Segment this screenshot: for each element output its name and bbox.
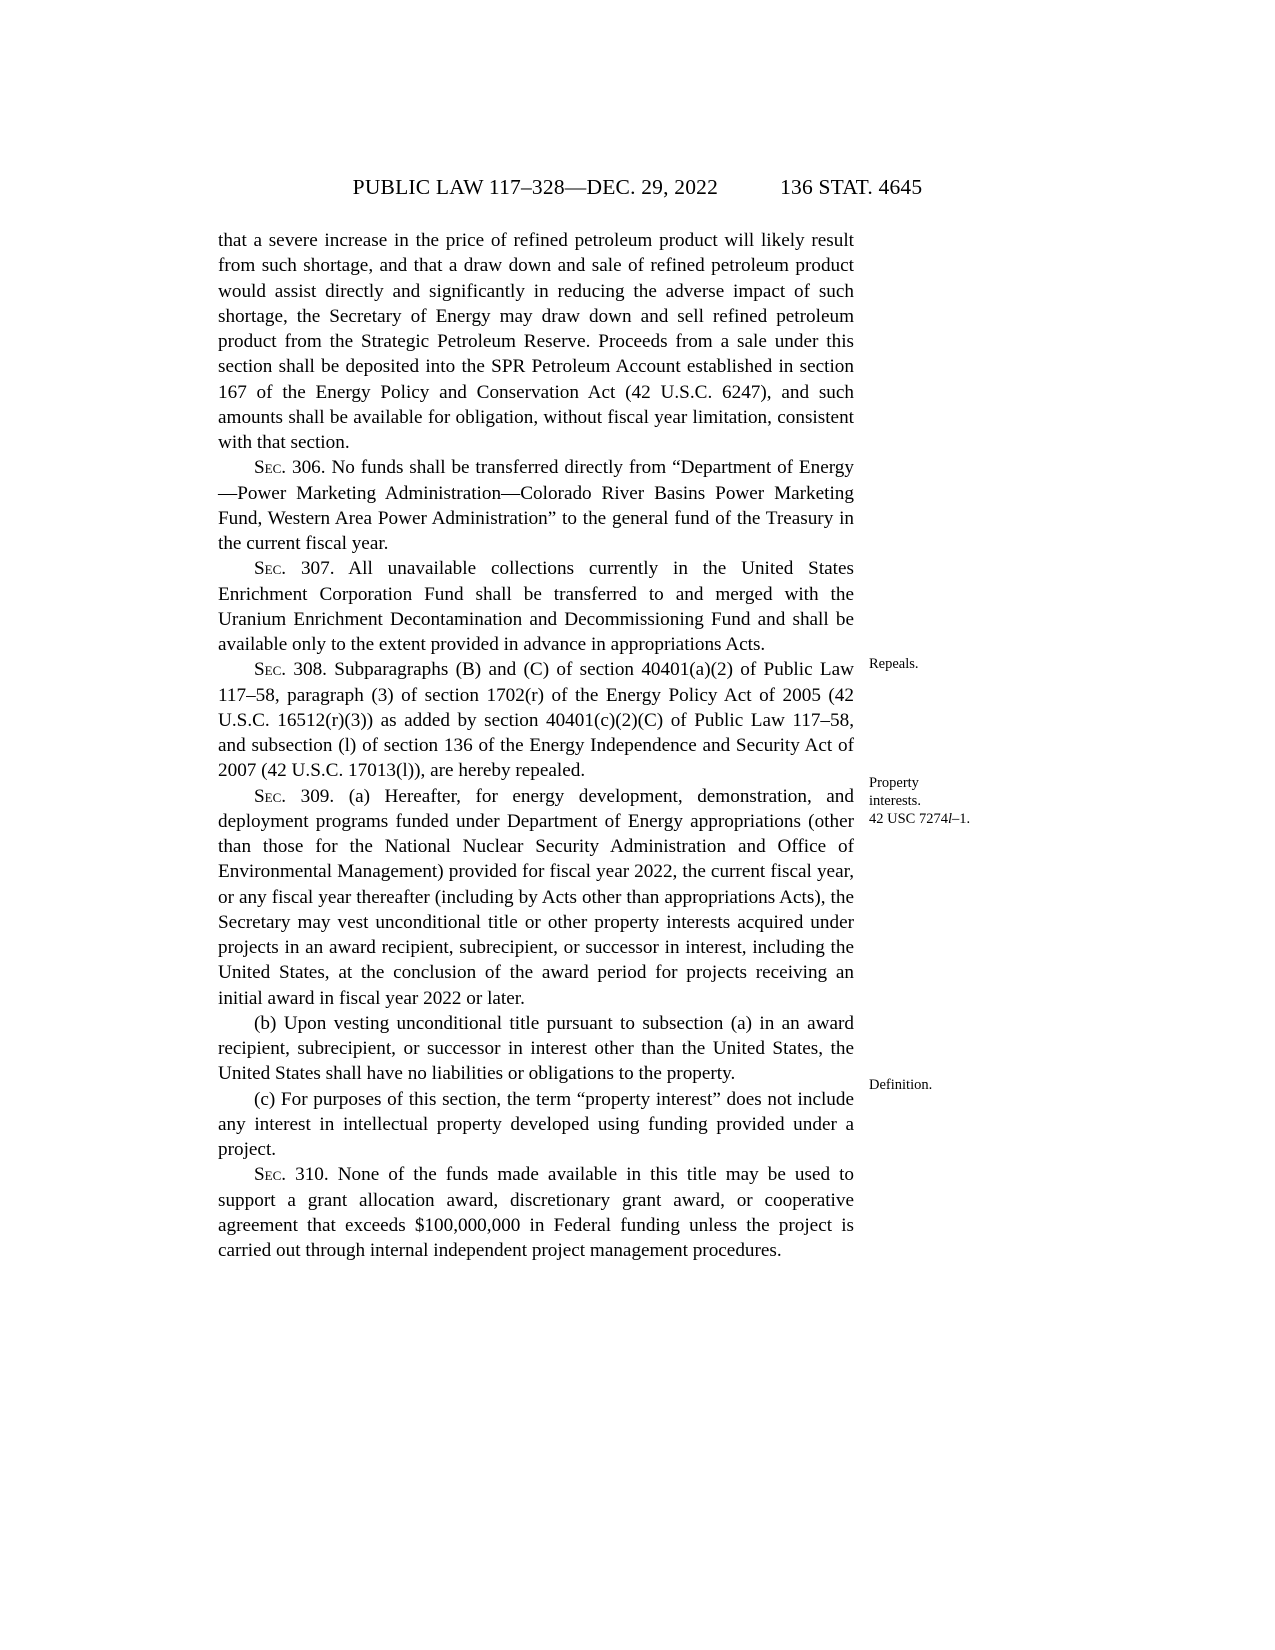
sidenote-usc-prefix: 42 USC 7274 (869, 810, 948, 827)
sidenote-line: Repeals. (869, 656, 919, 672)
body-text-column (218, 228, 854, 1263)
section-label: Sec. (254, 558, 287, 580)
sidenote-property-interests (869, 775, 1119, 829)
section-label: Sec. (254, 785, 287, 807)
paragraph-text: that a severe increase in the price of refined petroleum product will likely result from such shortage, and that a draw down and sale of refined petroleum product would assist directly and significantly in reducing the adverse impact of such shortage, the Secretary of Energy may draw down and sell refined petroleum product from the Strategic Petroleum Reserve. Proceeds from a sale under this section shall be deposited into the SPR Petroleum Account established in section 167 of the Energy Policy and Conservation Act (42 U.S.C. 6247), and such amounts shall be available for obligation, without fiscal year limitation, consistent with that section. (218, 230, 854, 453)
paragraph-text: 310. None of the funds made available in this title may be used to support a grant allocation award, discretionary grant award, or cooperative agreement that exceeds $100,000,000 in Federal funding unless the project is carried out through internal independent project management procedures. (218, 1164, 854, 1261)
paragraph-sec-306 (218, 455, 854, 556)
section-label: Sec. (254, 1164, 287, 1186)
page-header (0, 175, 1275, 200)
paragraph-sec-307 (218, 556, 854, 657)
paragraph-text: 306. No funds shall be transferred directly from “Department of Energy—Power Marketing Administration—Colorado River Basins Power Marketing Fund, Western Area Power Administration” to the general fund of the Treasury in the current fiscal year. (218, 457, 854, 554)
sidenote-repeals (869, 656, 1119, 674)
paragraph-text: 308. Subparagraphs (B) and (C) of section 40401(a)(2) of Public Law 117–58, paragraph (3) of section 1702(r) of the Energy Policy Act of 2005 (42 U.S.C. 16512(r)(3)) as added by section 40401(c)(2)(C) of Public Law 117–58, and subsection (l) of section 136 of the Energy Independence and Security Act of 2007 (42 U.S.C. 17013(l)), are hereby repealed. (218, 659, 854, 782)
sidenote-usc-italic: l (947, 810, 952, 827)
paragraph-text: (b) Upon vesting unconditional title pursuant to subsection (a) in an award recipient, subrecipient, or successor in interest other than the United States, the United States shall have no liabilities or obligations to the property. (218, 1012, 854, 1085)
sidenote-line: interests. (869, 792, 921, 809)
paragraph-sec-310 (218, 1162, 854, 1263)
paragraph-sec-309-b (218, 1011, 854, 1087)
sidenote-usc-citation (869, 811, 1119, 829)
paragraph-sec-309-c (218, 1087, 854, 1163)
sidenote-usc-suffix: –1. (952, 810, 971, 827)
sidenote-line: Property (869, 775, 919, 791)
paragraph-sec-309-a (218, 784, 854, 1011)
paragraph-text: 309. (a) Hereafter, for energy development, demonstration, and deployment programs funded under Department of Energy appropriations (other than those for the National Nuclear Security Administration and Office of Environmental Management) provided for fiscal year 2022, the current fiscal year, or any fiscal year thereafter (including by Acts other than appropriations Acts), the Secretary may vest unconditional title or other property interests acquired under projects in an award recipient, subrecipient, or successor in interest, including the United States, at the conclusion of the award period for projects receiving an initial award in fiscal year 2022 or later. (218, 785, 854, 1009)
paragraph-sec-308 (218, 657, 854, 783)
header-stat-citation: 136 STAT. 4645 (780, 175, 923, 199)
paragraph-continuation (218, 228, 854, 455)
section-label: Sec. (254, 457, 287, 479)
sidenote-definition (869, 1077, 1119, 1095)
sidenote-line: Definition. (869, 1077, 933, 1093)
header-law-citation: PUBLIC LAW 117–328—DEC. 29, 2022 (352, 175, 719, 199)
section-label: Sec. (254, 659, 287, 681)
paragraph-text: (c) For purposes of this section, the term “property interest” does not include any interest in intellectual property developed using funding provided under a project. (218, 1088, 854, 1160)
paragraph-text: 307. All unavailable collections currently in the United States Enrichment Corporation Fund shall be transferred to and merged with the Uranium Enrichment Decontamination and Decommissioning Fund and shall be available only to the extent provided in advance in appropriations Acts. (218, 558, 854, 655)
